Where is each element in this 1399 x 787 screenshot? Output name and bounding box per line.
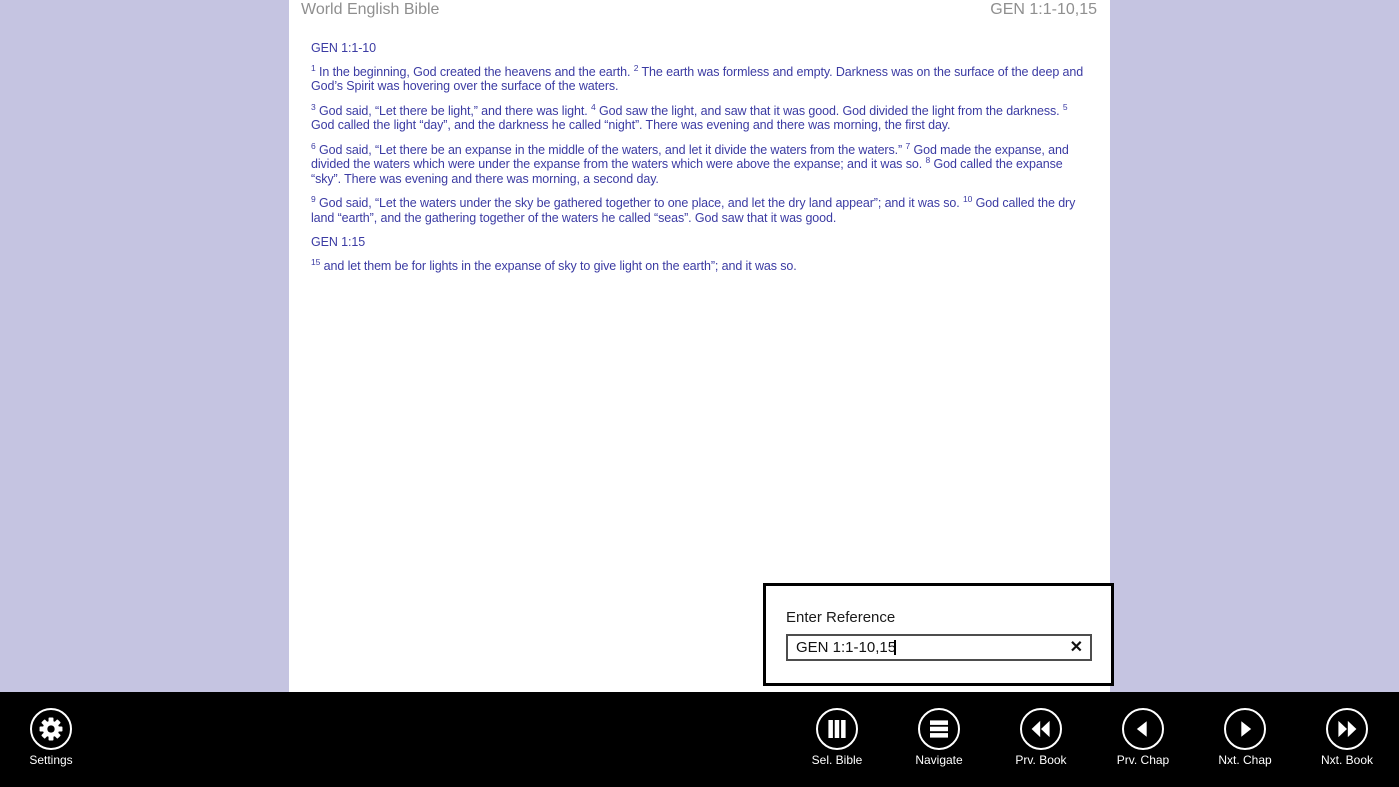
verse-text: God said, “Let there be light,” and there was light. [319, 103, 588, 118]
select-bible-label: Sel. Bible [811, 753, 863, 767]
fast-forward-icon [1326, 708, 1368, 750]
select-bible-button[interactable] [786, 708, 888, 767]
text-caret [894, 640, 896, 655]
reference-input-box[interactable] [786, 634, 1092, 661]
verse-text: In the beginning, God created the heavens and the earth. [319, 64, 631, 79]
passage-heading: GEN 1:15 [311, 235, 366, 249]
next-chapter-button[interactable] [1194, 708, 1296, 767]
verse-number: 9 [311, 193, 316, 204]
verse-text: God made the expanse, and divided the waters which were under the expanse from the waters which were above the expanse; and it was so. [311, 142, 1069, 171]
enter-reference-label: Enter Reference [786, 609, 896, 626]
enter-reference-dialog [763, 583, 1114, 686]
verse-text: and let them be for lights in the expanse of sky to give light on the earth”; and it was so. [323, 258, 797, 273]
verse-number: 2 [633, 62, 639, 73]
navigate-label: Navigate [915, 753, 963, 767]
verse-text: God saw the light, and saw that it was good. God divided the light from the darkness. [598, 103, 1060, 118]
reference-input[interactable] [788, 636, 1090, 659]
verse-number: 3 [311, 101, 316, 112]
verse-text: God said, “Let there be an expanse in the middle of the waters, and let it divide the waters from the waters.” [319, 142, 903, 157]
appbar-nav-group [786, 708, 1398, 767]
verse-number: 5 [1062, 101, 1068, 112]
right-triangle-icon [1224, 708, 1266, 750]
gear-icon [30, 708, 72, 750]
pane-header [289, 0, 1110, 19]
verse-text: God called the dry land “earth”, and the gathering together of the waters he called “seas”. God saw that it was good. [311, 196, 1076, 225]
bible-version-title: World English Bible [301, 1, 440, 18]
verse-text: God called the light “day”, and the darkness he called “night”. There was evening and there was morning, the first day. [311, 118, 951, 132]
verse-number: 7 [905, 140, 911, 151]
verse-text: God called the expanse “sky”. There was evening and there was morning, a second day. [311, 157, 1063, 186]
next-book-label: Nxt. Book [1320, 753, 1374, 767]
list-icon [918, 708, 960, 750]
settings-label: Settings [29, 753, 73, 767]
next-book-button[interactable] [1296, 708, 1398, 767]
verse-paragraph [311, 140, 1092, 187]
app-bar [0, 692, 1399, 787]
previous-book-label: Prv. Book [1015, 753, 1067, 767]
next-chapter-label: Nxt. Chap [1218, 753, 1272, 767]
passage-section [311, 235, 1092, 273]
navigate-button[interactable] [888, 708, 990, 767]
verse-number: 15 [311, 256, 321, 267]
verse-number: 6 [311, 140, 316, 151]
previous-chapter-button[interactable] [1092, 708, 1194, 767]
verse-number: 8 [925, 154, 931, 165]
rewind-icon [1020, 708, 1062, 750]
columns-icon [816, 708, 858, 750]
previous-chapter-label: Prv. Chap [1116, 753, 1170, 767]
verse-text: God said, “Let the waters under the sky be gathered together to one place, and let the dry land appear”; and it was so. [319, 196, 960, 210]
clear-input-icon[interactable]: ✕ [1069, 638, 1083, 656]
verse-paragraph [311, 62, 1092, 94]
verse-paragraph [311, 256, 1092, 274]
verse-text: The earth was formless and empty. Darkness was on the surface of the deep and God’s Spirit was hovering over the surface of the waters. [311, 64, 1084, 93]
verse-paragraph [311, 101, 1092, 133]
verse-number: 10 [962, 193, 973, 204]
verse-number: 4 [590, 101, 596, 112]
scripture-text [289, 19, 1110, 273]
settings-button[interactable] [9, 708, 93, 767]
verse-number: 1 [311, 62, 316, 73]
left-triangle-icon [1122, 708, 1164, 750]
current-reference: GEN 1:1-10,15 [990, 1, 1097, 18]
verse-paragraph [311, 193, 1092, 225]
passage-section [311, 41, 1092, 225]
previous-book-button[interactable] [990, 708, 1092, 767]
passage-heading: GEN 1:1-10 [311, 41, 377, 55]
